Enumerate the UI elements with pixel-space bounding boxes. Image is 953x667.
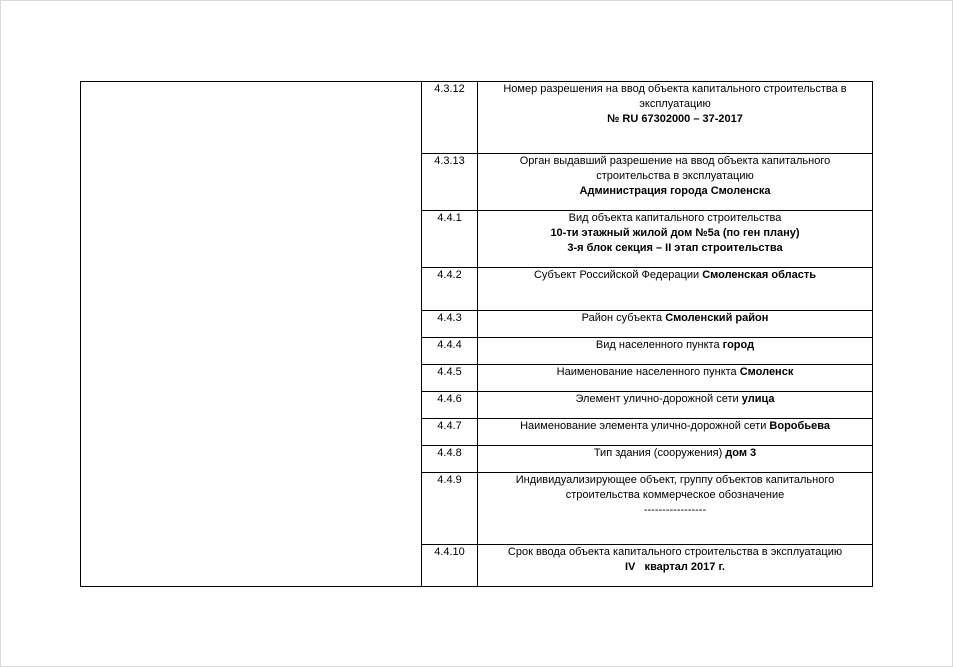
row-description bbox=[478, 82, 873, 154]
row-description bbox=[478, 311, 873, 338]
desc-text: Элемент улично-дорожной сети bbox=[575, 393, 742, 405]
row-number: 4.4.4 bbox=[422, 338, 478, 365]
desc-value: город bbox=[722, 339, 755, 351]
row-description bbox=[478, 545, 873, 587]
desc-line: строительства в эксплуатацию bbox=[596, 170, 754, 182]
desc-line: Срок ввода объекта капитального строительства в эксплуатацию bbox=[507, 546, 843, 558]
row-number: 4.4.7 bbox=[422, 419, 478, 446]
row-number: 4.4.2 bbox=[422, 268, 478, 311]
desc-text: Вид населенного пункта bbox=[595, 339, 723, 351]
row-description bbox=[478, 154, 873, 211]
row-number: 4.4.5 bbox=[422, 365, 478, 392]
row-description bbox=[478, 268, 873, 311]
row-description bbox=[478, 211, 873, 268]
desc-value: 3-я блок секция – II этап строительства bbox=[567, 242, 783, 254]
desc-line: Вид объекта капитального строительства bbox=[568, 212, 782, 224]
row-number: 4.4.3 bbox=[422, 311, 478, 338]
row-number: 4.3.13 bbox=[422, 154, 478, 211]
table-row bbox=[81, 82, 873, 154]
row-description bbox=[478, 446, 873, 473]
left-empty-cell bbox=[81, 82, 422, 587]
row-description bbox=[478, 419, 873, 446]
desc-line: строительства коммерческое обозначение bbox=[565, 489, 785, 501]
row-number: 4.4.6 bbox=[422, 392, 478, 419]
row-number: 4.4.9 bbox=[422, 473, 478, 545]
desc-line: Индивидуализирующее объект, группу объектов капитального bbox=[515, 474, 835, 486]
desc-value: Смоленский район bbox=[665, 312, 769, 324]
desc-value: Смоленск bbox=[739, 366, 794, 378]
row-number: 4.4.10 bbox=[422, 545, 478, 587]
desc-line: Номер разрешения на ввод объекта капитального строительства в bbox=[503, 83, 847, 95]
desc-line: Орган выдавший разрешение на ввод объекта капитального bbox=[519, 155, 831, 167]
desc-text: Субъект Российской Федерации bbox=[533, 269, 703, 281]
desc-text: Район субъекта bbox=[581, 312, 666, 324]
desc-value: Смоленская область bbox=[702, 269, 817, 281]
placeholder-dashes: ----------------- bbox=[643, 504, 707, 516]
row-description bbox=[478, 392, 873, 419]
desc-value: IV квартал 2017 г. bbox=[625, 561, 725, 573]
row-number: 4.3.12 bbox=[422, 82, 478, 154]
desc-value: № RU 67302000 – 37-2017 bbox=[607, 113, 743, 125]
row-description bbox=[478, 473, 873, 545]
desc-line: эксплуатацию bbox=[639, 98, 711, 110]
desc-value: 10-ти этажный жилой дом №5а (по ген плану) bbox=[550, 227, 800, 239]
desc-text: Наименование населенного пункта bbox=[556, 366, 740, 378]
desc-value: Воробьева bbox=[769, 420, 830, 432]
desc-value: Администрация города Смоленска bbox=[579, 185, 771, 197]
row-description bbox=[478, 365, 873, 392]
desc-text: Тип здания (сооружения) bbox=[593, 447, 726, 459]
desc-value: дом 3 bbox=[725, 447, 757, 459]
declaration-table bbox=[80, 81, 873, 587]
row-description bbox=[478, 338, 873, 365]
desc-text: Наименование элемента улично-дорожной сети bbox=[520, 420, 770, 432]
desc-value: улица bbox=[741, 393, 775, 405]
row-number: 4.4.8 bbox=[422, 446, 478, 473]
row-number: 4.4.1 bbox=[422, 211, 478, 268]
